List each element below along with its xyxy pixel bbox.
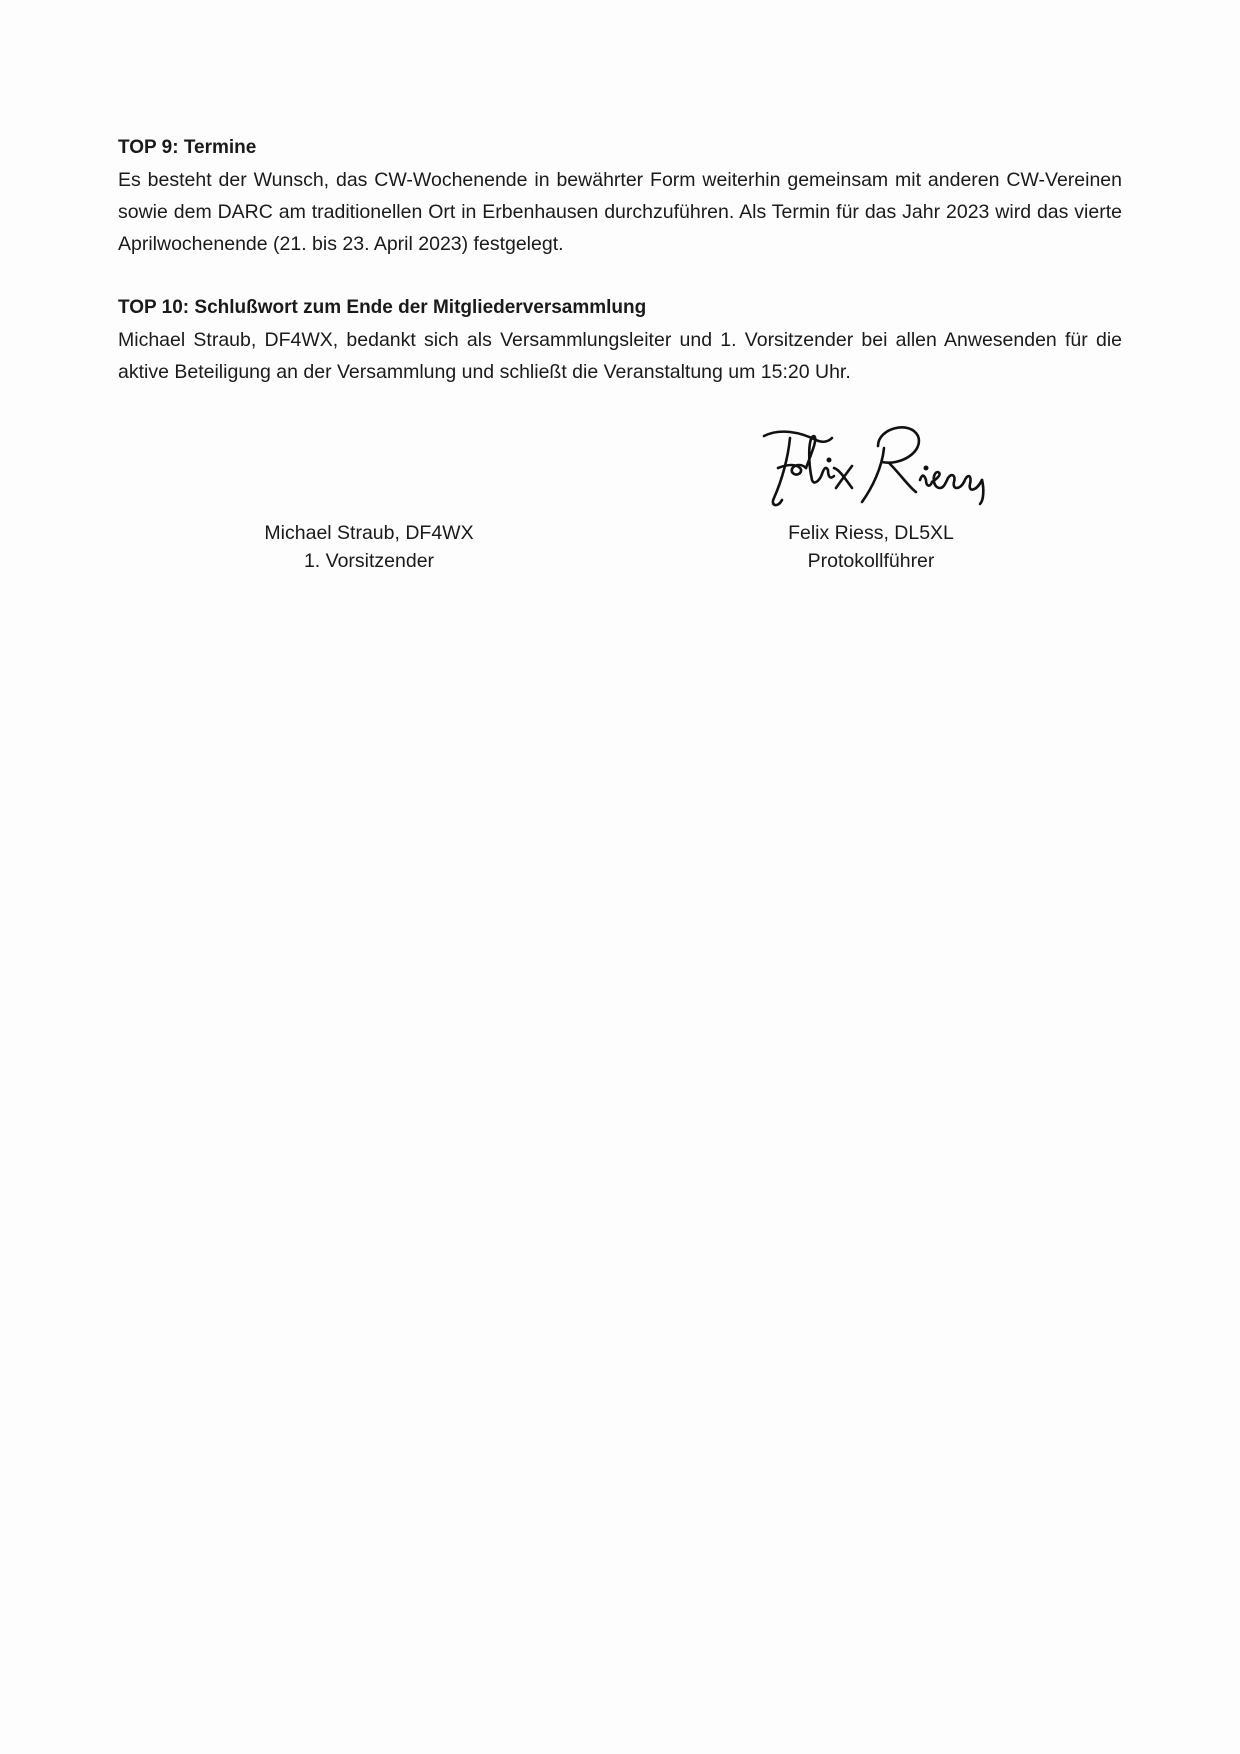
signature-block-secretary (681, 519, 1061, 575)
section-heading: TOP 9: Termine (118, 137, 257, 158)
section-body: Es besteht der Wunsch, das CW-Wochenende in bewährter Form weiterhin gemeinsam mit anderen CW-Vereinen sowie dem DARC am traditionellen Ort in Erbenhausen durchzuführen. Als Termin für das Jahr 2023 wird das vierte Aprilwochenende (21. bis 23. April 2023) festgelegt. (118, 169, 1122, 255)
handwritten-signature (760, 418, 1000, 513)
section-top-9 (118, 132, 1122, 260)
signer-role: 1. Vorsitzender (303, 550, 435, 572)
section-top-10 (118, 292, 1122, 388)
signer-name: Michael Straub, DF4WX (264, 522, 474, 544)
signature-block-chairman (179, 519, 559, 575)
signer-name: Felix Riess, DL5XL (788, 522, 954, 544)
section-body: Michael Straub, DF4WX, bedankt sich als Versammlungsleiter und 1. Vorsitzender bei allen Anwesenden für die aktive Beteiligung an der Versammlung und schließt die Veranstaltung um 15:20 Uhr. (118, 329, 1122, 383)
signer-role: Protokollführer (807, 550, 935, 572)
section-heading: TOP 10: Schlußwort zum Ende der Mitgliederversammlung (118, 297, 647, 318)
